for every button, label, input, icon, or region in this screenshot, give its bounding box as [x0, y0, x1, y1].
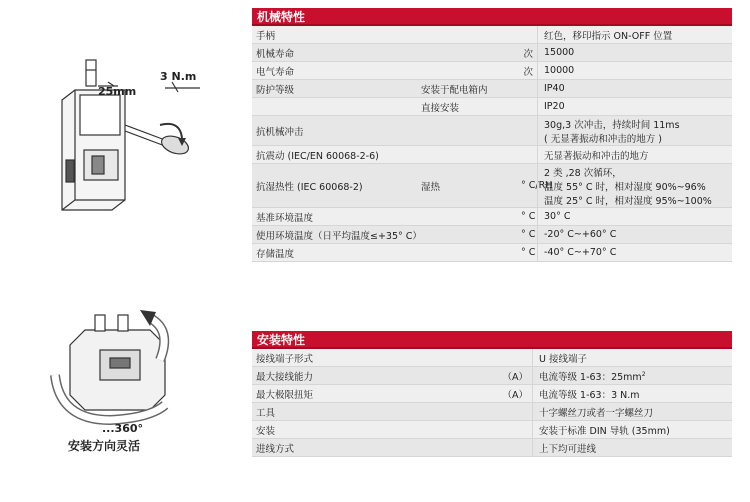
row-value-line: 无显著振动和冲击的地方 — [544, 150, 649, 162]
row-subcondition: 湿热 — [421, 181, 441, 193]
row-name: 最大接线能力 — [256, 371, 314, 383]
row-name: 最大极限扭矩 — [256, 389, 314, 401]
table-row — [252, 421, 732, 439]
row-name: 基准环境温度 — [256, 212, 314, 224]
row-value — [537, 244, 732, 261]
row-value-line: -20° C~+60° C — [544, 229, 617, 240]
row-name: 机械寿命 — [256, 48, 295, 60]
row-value — [537, 98, 732, 115]
row-subcondition: 安装于配电箱内 — [421, 84, 488, 96]
row-value — [532, 367, 732, 384]
row-name: 存储温度 — [256, 248, 295, 260]
row-unit: 次 — [523, 48, 533, 60]
row-value-line: 30g,3 次冲击，持续时间 11ms — [544, 119, 680, 131]
table-row — [252, 439, 732, 457]
table-row — [252, 44, 732, 62]
table-row — [252, 146, 732, 164]
table-row — [252, 244, 732, 262]
row-value-line: 10000 — [544, 65, 575, 76]
table-row — [252, 403, 732, 421]
table-row — [252, 208, 732, 226]
row-name: 工具 — [256, 407, 276, 419]
table-row — [252, 80, 732, 98]
row-value — [537, 26, 732, 43]
table-row — [252, 98, 732, 116]
row-value — [532, 403, 732, 420]
row-value — [537, 226, 732, 243]
row-unit: ° C — [521, 247, 536, 258]
mechanical-rows — [252, 26, 732, 262]
row-name: 接线端子形式 — [256, 353, 314, 365]
row-value-line: IP40 — [544, 83, 565, 94]
row-unit: （A） — [502, 371, 528, 383]
row-value — [532, 349, 732, 366]
caption-install-direction: 安装方向灵活 — [68, 439, 141, 453]
mechanical-table — [252, 8, 732, 262]
row-value-line: 15000 — [544, 47, 575, 58]
row-value-text: 电流等级 1-63：25mm — [539, 371, 642, 383]
label-torque: 3 N.m — [160, 70, 197, 83]
label-360: ...360° — [102, 422, 143, 435]
row-value — [537, 146, 732, 163]
row-value-text: 上下均可进线 — [539, 443, 597, 455]
row-name: 抗机械冲击 — [256, 126, 304, 138]
row-unit: 次 — [523, 66, 533, 78]
table-row — [252, 116, 732, 146]
row-value-line: 30° C — [544, 211, 571, 222]
row-value — [537, 208, 732, 225]
table-row — [252, 367, 732, 385]
row-value-line — [539, 387, 728, 401]
row-name: 进线方式 — [256, 443, 295, 455]
row-value-line — [539, 351, 728, 365]
row-name: 使用环境温度（日平均温度≤+35° C） — [256, 230, 422, 242]
row-name: 手柄 — [256, 30, 276, 42]
row-name: 抗湿热性 (IEC 60068-2) — [256, 181, 363, 193]
breaker-bottom-drawing — [55, 310, 165, 420]
row-value-line — [539, 369, 728, 383]
row-value-line: 红色，移印指示 ON-OFF 位置 — [544, 30, 673, 42]
row-unit: （A） — [502, 389, 528, 401]
table-row — [252, 349, 732, 367]
row-value — [532, 421, 732, 438]
installation-title: 安装特性 — [252, 331, 732, 349]
row-name: 防护等级 — [256, 84, 295, 96]
table-row — [252, 26, 732, 44]
row-value-text: 安装于标准 DIN 导轨 (35mm) — [539, 425, 670, 437]
row-unit: ° C — [521, 211, 536, 222]
row-value-text: U 接线端子 — [539, 353, 587, 365]
row-value-line: -40° C~+70° C — [544, 247, 617, 258]
row-value — [532, 385, 732, 402]
row-value-line: IP20 — [544, 101, 565, 112]
row-value — [532, 439, 732, 456]
row-value-line: 2 类 ,28 次循环， — [544, 167, 622, 179]
table-row — [252, 226, 732, 244]
row-value-line: ( 无显著振动和冲击的地方 ) — [544, 133, 662, 145]
row-value — [537, 116, 732, 145]
installation-table — [252, 331, 732, 457]
row-value-line: 温度 25° C 时，相对湿度 95%~100% — [544, 195, 712, 207]
row-value — [537, 62, 732, 79]
row-value-line — [539, 441, 728, 455]
row-unit: ° C — [521, 229, 536, 240]
installation-rows — [252, 349, 732, 457]
row-name: 抗震动 (IEC/EN 60068-2-6) — [256, 150, 379, 162]
row-value-line: 温度 55° C 时，相对湿度 90%~96% — [544, 181, 706, 193]
row-subcondition: 直接安装 — [421, 102, 460, 114]
label-25mm: 25mm — [98, 85, 137, 98]
table-row — [252, 385, 732, 403]
row-value-text: 电流等级 1-63：3 N.m — [539, 389, 640, 401]
table-row — [252, 62, 732, 80]
row-value — [537, 44, 732, 61]
row-value-superscript: 2 — [641, 370, 646, 378]
breaker-drawings — [0, 0, 250, 498]
row-value — [537, 164, 732, 207]
illustration-panel — [0, 0, 250, 498]
row-name: 安装 — [256, 425, 276, 437]
row-unit: ° C/RH — [521, 180, 553, 191]
mechanical-title: 机械特性 — [252, 8, 732, 26]
row-name: 电气寿命 — [256, 66, 295, 78]
row-value-line — [539, 423, 728, 437]
table-row — [252, 164, 732, 208]
row-value-text: 十字螺丝刀或者一字螺丝刀 — [539, 407, 654, 419]
row-value-line — [539, 405, 728, 419]
row-value — [537, 80, 732, 97]
